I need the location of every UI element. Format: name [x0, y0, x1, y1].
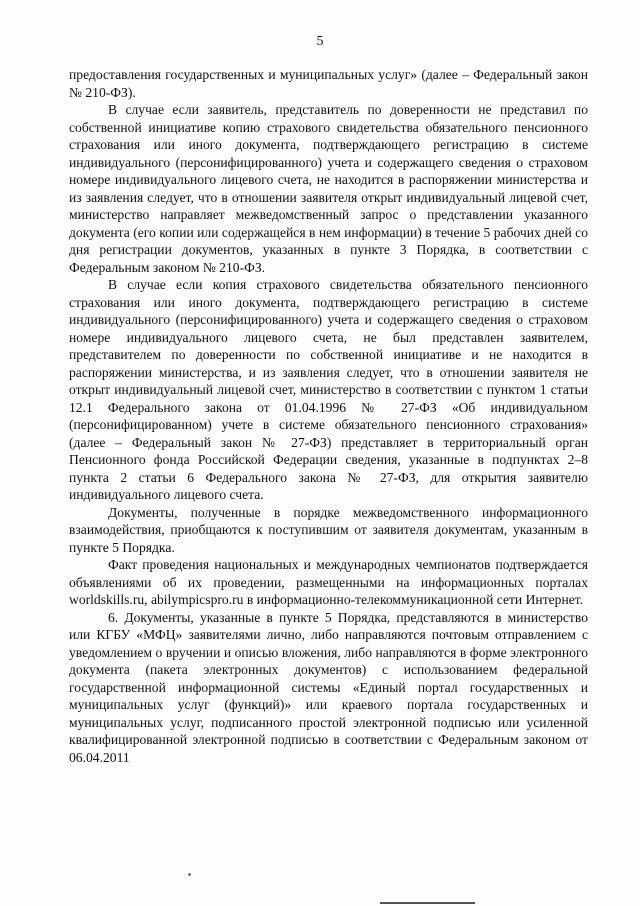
- scan-artifact-line: [380, 902, 475, 904]
- paragraph-pension-fund: В случае если копия страхового свидетельства обязательного пенсионного страхования или иного документа, подтверждающего регистрацию в системе индивидуального (персонифицированного) учета и содержащего сведения о страховом номере индивидуального лицевого счета, не был представлен заявителем, представителем по доверенности по собственной инициативе и не находится в распоряжении министерства, и из заявления следует, что в отношении заявителя не открыт индивидуальный лицевой счет, министерство в соответствии с пунктом 1 статьи 12.1 Федерального закона от 01.04.1996 № 27-ФЗ «Об индивидуальном (персонифицированном) учете в системе обязательного пенсионного страхования» (далее – Федеральный закон № 27-ФЗ) представляет в территориальный орган Пенсионного фонда Российской Федерации сведения, указанные в подпунктах 2–8 пункта 2 статьи 6 Федерального закона № 27-ФЗ, для открытия заявителю индивидуального лицевого счета.: [69, 277, 588, 502]
- page-number: 5: [316, 34, 324, 49]
- paragraph-item-6: 6. Документы, указанные в пункте 5 Порядка, представляются в министерство или КГБУ «МФЦ» заявителями лично, либо направляются почтовым отправлением с уведомлением о вручении и описью вложения, либо направляются в форме электронного документа (пакета электронных документов) с использованием федеральной государственной информационной системы «Единый портал государственных и муниципальных услуг (функций)» или краевого портала государственных и муниципальных услуг, подписанного простой электронной подписью или усиленной квалифицированной электронной подписью в соответствии с Федеральным законом от 06.04.2011: [69, 609, 588, 765]
- scan-dot: [188, 873, 191, 876]
- paragraph-championships: Факт проведения национальных и международных чемпионатов подтверждается объявлениями об их проведении, размещенными на информационных порталах worldskills.ru, abilympicspro.ru в информационно-телекоммуникационной сети Интернет.: [69, 557, 588, 607]
- paragraph-continuation: предоставления государственных и муниципальных услуг» (далее – Федеральный закон № 210-ФЗ).: [69, 67, 588, 100]
- paragraph-snils-request: В случае если заявитель, представитель по доверенности не представил по собственной инициативе копию страхового свидетельства обязательного пенсионного страхования или иного документа, подтверждающего регистрацию в системе индивидуального (персонифицированного) учета и содержащего сведения о страховом номере индивидуального лицевого счета, не находится в распоряжении министерства и из заявления следует, что в отношении заявителя открыт индивидуальный лицевой счет, министерство направляет межведомственный запрос о представлении указанного документа (его копии или содержащейся в нем информации) в течение 5 рабочих дней со дня регистрации документов, указанных в пункте 3 Порядка, в соответствии с Федеральным законом № 210-ФЗ.: [69, 102, 588, 275]
- document-body: [69, 66, 588, 766]
- paragraph-interagency-docs: Документы, полученные в порядке межведомственного информационного взаимодействия, приобщаются к поступившим от заявителя документам, указанным в пункте 5 Порядка.: [69, 504, 588, 555]
